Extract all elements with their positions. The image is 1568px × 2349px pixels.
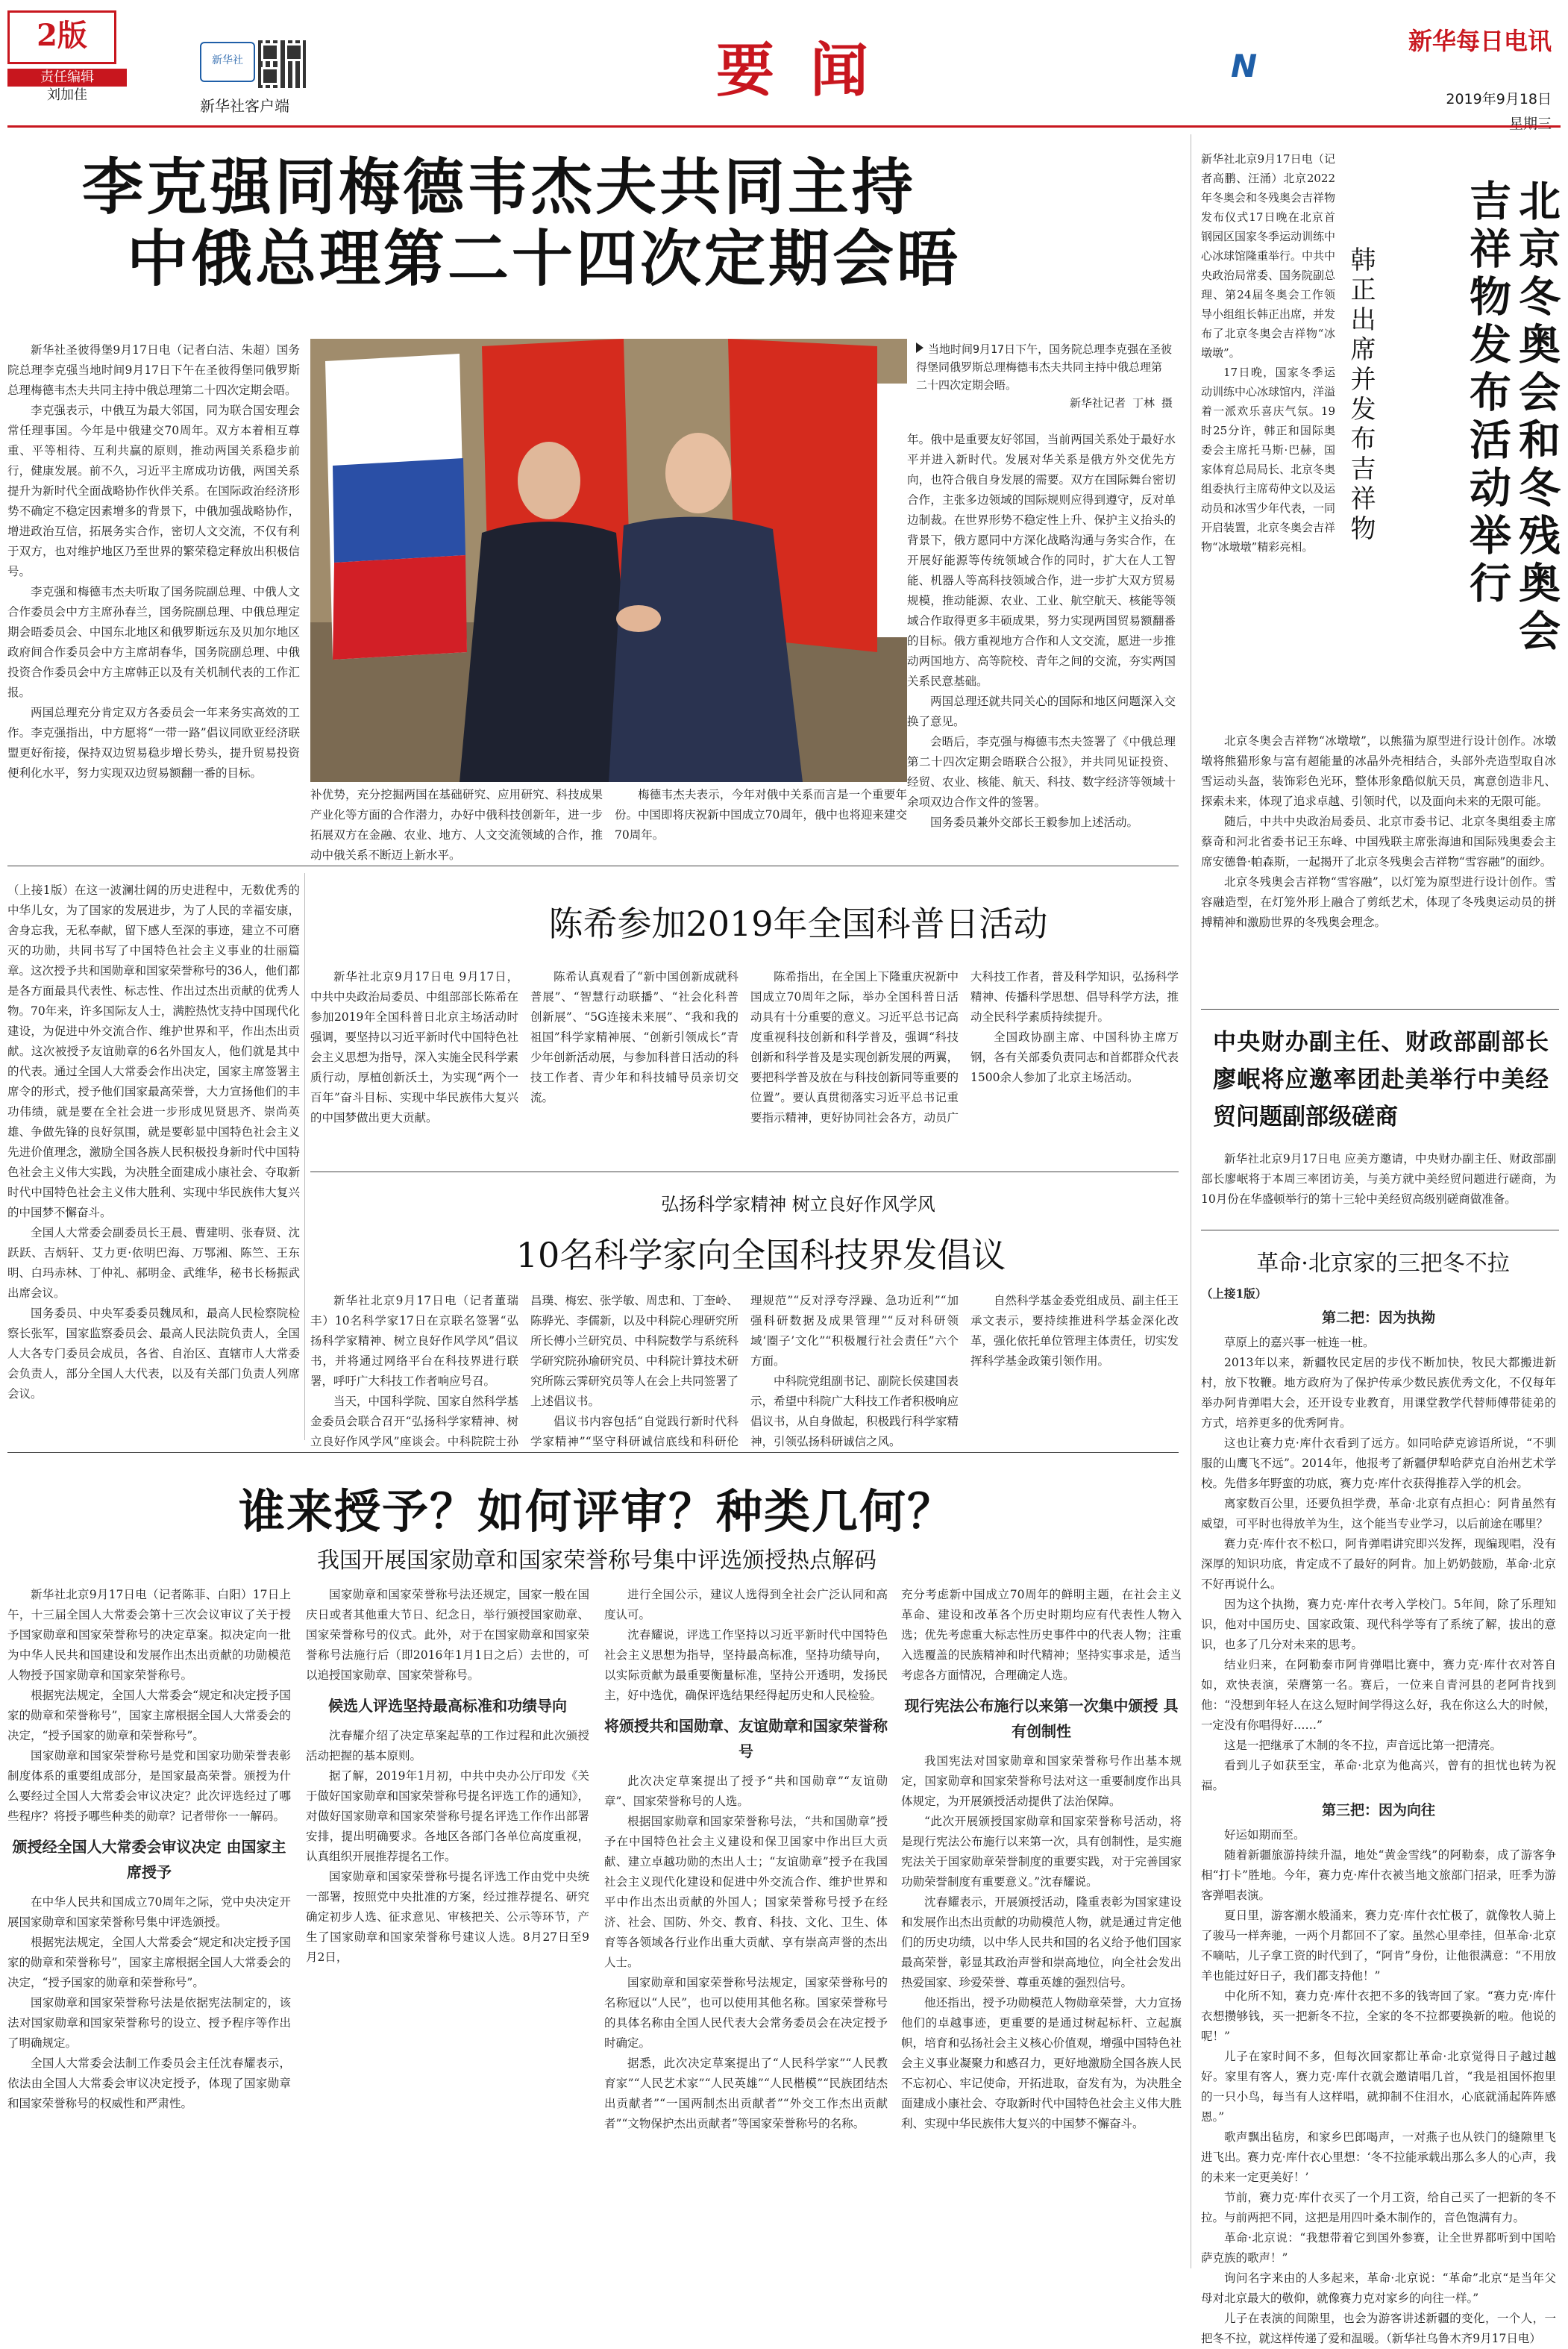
article7-c1-p5: 根据宪法规定，全国人大常委会“规定和决定授予国家的勋章和荣誉称号”，国家主席根据全国人大常委会的决定，“授予国家的勋章和荣誉称号”。 (7, 1936, 291, 1989)
article7-col3-head: 将颁授共和国勋章、友谊勋章和国家荣誉称号 (604, 1717, 888, 1760)
article1-col3 (907, 430, 1176, 833)
article5-p3: 倡议书内容包括“自觉践行新时代科学家精神”“坚守科研诚信底线和科研伦理规范”“反对浮夸浮躁、急功近利”“加强科研数据及成果管理”“反对科研领域‘圈子’文化”“积极履行社会责任”六个方面。 (530, 1294, 959, 1448)
article1-p10: 国务委员兼外交部长王毅参加上述活动。 (930, 816, 1139, 829)
article6-s2-p1: 草原上的嘉兴事一桩连一桩。 (1224, 1336, 1375, 1349)
article4-headline: 陈希参加2019年全国科普日活动 (548, 904, 1048, 944)
article5-headline: 10名科学家向全国科技界发倡议 (515, 1235, 1006, 1275)
article7-col1-head: 颁授经全国人大常委会审议决定 由国家主席授予 (12, 1838, 286, 1881)
brand-block (1395, 22, 1552, 133)
article7-col1 (7, 1585, 291, 2264)
xinhua-logo (200, 42, 255, 82)
article7-c1-p7: 全国人大常委会法制工作委员会主任沈春耀表示，依法由全国人大常委会审议决定授予，体现了国家勋章和国家荣誉称号的权威性和严肃性。 (7, 2056, 291, 2110)
article6-s3-p1: 好运如期而至。 (1224, 1828, 1305, 1842)
article1-p7: 年。俄中是重要友好邻国，当前两国关系处于最好水平并进入新时代。发展对华关系是俄方外交优先方向，也符合俄自身发展的需要。双方在国际舞台密切合作，主张多边领域的国际规则应得到遵守，反对单边制裁。在世界形势不稳定性上升、保护主义抬头的背景下，俄方愿同中方深化战略沟通与务实合作，在开展好能源等传统领域合作的同时，扩大在人工智能、机器人等高科技领域合作，进一步扩大双方贸易规模，推动能源、农业、工业、航空航天、核能等领域合作取得更多丰硕成果，努力实现两国贸易额翻番的目标。俄方重视地方合作和人文交流，愿进一步推动两国地方、高等院校、青年之间的交流，夯实两国关系民意基础。 (907, 433, 1176, 688)
article2-subhead: 韩正出席并发布吉祥物 (1346, 246, 1376, 545)
article1-p1: 新华社圣彼得堡9月17日电（记者白洁、朱超）国务院总理李克强当地时间9月17日下午在圣彼得堡同俄罗斯总理梅德韦杰夫共同主持中俄总理第二十四次定期会晤。 (7, 343, 300, 397)
article6-s3-p2: 随着新疆旅游持续升温，地处“黄金雪线”的阿勒泰，成了游客争相“打卡”胜地。今年，赛力克·库什衣被当地文旅部门招录，旺季为游客弹唱表演。 (1201, 1848, 1556, 1902)
editor-label: 责任编辑 (7, 69, 127, 87)
article6-s3-p6: 歌声飘出毡房，和家乡巴郎喝声，一对燕子也从铁门的缝隙里飞进飞出。赛力克·库什衣心里想：‘冬不拉能承载出那么多人的心声，我的未来一定更美好！’ (1201, 2130, 1556, 2184)
article7-c4-p2: 我国宪法对国家勋章和国家荣誉称号作出基本规定，国家勋章和国家荣誉称号法对这一重要制度作出具体规定，为开展颁授活动提供了法治保障。 (901, 1754, 1182, 1808)
article5-p4: 中科院党组副书记、副院长侯建国表示，希望中科院广大科技工作者积极响应倡议书，从自身做起，积极践行科学家精神，引领弘扬科研诚信之风。 (750, 1374, 959, 1448)
article8-p1 (7, 881, 300, 1223)
article4-p4: 全国政协副主席、中国科协主席万钢，各有关部委负责同志和首都群众代表1500余人参加了北京主场活动。 (970, 1030, 1179, 1084)
article1-photographer: 新华社记者 丁林 摄 (1069, 396, 1173, 410)
article7-col4-head: 现行宪法公布施行以来第一次集中颁授 具有创制性 (904, 1697, 1179, 1740)
article6-s3-p3: 夏日里，游客潮水般涌来，赛力克·库什衣忙极了，就像牧人骑上了骏马一样奔驰，一两个月都回不了家。虽然心里牵挂，但革命·北京不嘀咕，儿子拿工资的时代到了，“阿肯”身份，让他很满意：“不用放羊也能过好日子，我们都支持他！” (1201, 1909, 1556, 1983)
caption-icon (916, 343, 923, 353)
article6-s3-p10: 儿子在表演的间隙里，也会为游客讲述新疆的变化，一个人，一把冬不拉，就这样传递了爱和温暖。（新华社乌鲁木齐9月17日电） (1201, 2312, 1556, 2345)
header-rule (7, 125, 1561, 128)
article2-p1: 新华社北京9月17日电（记者高鹏、汪涌）北京2022年冬奥会和冬残奥会吉祥物发布仪式17日晚在北京首钢园区国家冬季运动训练中心冰球馆隆重举行。中共中央政治局常委、国务院副总理、第24届冬奥会工作领导小组组长韩正出席，并发布了北京冬奥会吉祥物“冰墩墩”。 (1201, 152, 1336, 360)
meeting-photo-illustration (310, 339, 907, 782)
article7-c4-p3: “此次开展颁授国家勋章和国家荣誉称号活动，将是现行宪法公布施行以来第一次，具有创制性，是实施宪法关于国家勋章荣誉制度的重要实践，对于完善国家功勋荣誉制度有重要意义。”沈春耀说。 (901, 1815, 1182, 1889)
article5-p2: 当天，中国科学院、国家自然科学基金委员会联合召开“弘扬科学家精神、树立良好作风学风”座谈会。中科院院士孙昌璞、梅宏、张学敏、周忠和、丁奎岭、陈骅光、李儒新，以及中科院心理研究所所长傅小兰研究员、中科院数学与系统科学研究院孙瑜研究员、中科院计算技术研究所陈云霁研究员等人在会上共同签署了上述倡议书。 (310, 1294, 739, 1448)
article7-c4-p1: 充分考虑新中国成立70周年的鲜明主题，在社会主义革命、建设和改革各个历史时期均应有代表性人物入选；优先考虑重大标志性历史事件中的代表人物；注重入选覆盖的民族精神和时代精神；坚持实事求是，适当考虑各方面情况，合理确定人选。 (901, 1588, 1182, 1682)
article7-c1-p2: 根据宪法规定，全国人大常委会“规定和决定授予国家的勋章和荣誉称号”，国家主席根据全国人大常委会的决定，“授予国家的勋章和荣誉称号”。 (7, 1689, 291, 1742)
article6-s2-p5: 赛力克·库什衣不松口，阿肯弹唱讲究即兴发挥，现编现唱，没有深厚的知识功底，肯定成不了最好的阿肯。加上奶奶鼓励，革命·北京不好再说什么。 (1201, 1537, 1556, 1591)
article3-headline: 中央财办副主任、财政部副部长廖岷将应邀率团赴美举行中美经贸问题副部级磋商 (1213, 1029, 1549, 1130)
article7-col2 (306, 1585, 589, 2264)
article6-s2-p6: 因为这个执拗，赛力克·库什衣考入学校门。5年间，除了乐理知识，他对中国历史、国家政策、现代科学等有了系统了解，拔出的意识，也多了几分对未来的思考。 (1201, 1598, 1556, 1651)
article1-p6: 梅德韦杰夫表示，今年对俄中关系而言是一个重要年份。中国即将庆祝新中国成立70周年，俄中也将迎来建交70周年。 (615, 788, 907, 842)
article1-col2 (310, 785, 907, 866)
article1-p2: 李克强表示，中俄互为最大邻国，同为联合国安理会常任理事国。今年是中俄建交70周年。双方本着相互尊重、平等相待、互利共赢的原则，推动两国关系稳步前行，健康发展。前不久，习近平主席成功访俄，两国关系提升为新时代全面战略协作伙伴关系。在国际政治经济形势不确定不稳定因素增多的背景下，中俄加强战略协作，增进政治互信，拓展务实合作，密切人文交流，不仅有利于双方，也对维护地区乃至世界的繁荣稳定释放出积极信号。 (7, 404, 300, 578)
article6-s3-p4: 中化所不知，赛力克·库什衣把不多的钱寄回了家。“赛力克·库什衣想攒够钱，买一把新冬不拉，全家的冬不拉都要换新的啦。他说的呢！” (1201, 1989, 1556, 2043)
article5-body (310, 1291, 1179, 1452)
article1-caption (916, 340, 1173, 412)
article7-c2-p4: 国家勋章和国家荣誉称号提名评选工作由党中央统一部署，按照党中央批准的方案，经过推荐提名、研究确定初步人选、征求意见、审核把关、公示等环节，产生了国家勋章和国家荣誉称号建议人选。8月27日至9月2日， (306, 1870, 589, 1964)
article6-body (1201, 1283, 1556, 2349)
article2-body-top (1201, 149, 1335, 557)
article7-headline: 谁来授予？如何评审？种类几何？ (238, 1484, 955, 1539)
article4-p2: 陈希认真观看了“新中国创新成就科普展”、“智慧行动联播”、“社会化科普创新展”、“5G连接未来展”、“我和我的祖国”科学家精神展、“创新引领成长”青少年创新活动展，与参加科普日活动的科技工作者、青少年和科技辅导员亲切交流。 (530, 970, 739, 1104)
article7-col2-head: 候选人评选坚持最高标准和功绩导向 (328, 1697, 567, 1715)
article6-s2-p2: 2013年以来，新疆牧民定居的步伐不断加快，牧民大都搬进新村，放下牧鞭。地方政府为了保护传承少数民族优秀文化，不仅每年举办阿肯弹唱大会，还开设专业教育，用课堂教学代替师傅带徒弟的方式，培养更多的优秀阿肯。 (1201, 1356, 1556, 1430)
article6-section3-title: 第三把：因为向往 (1321, 1802, 1435, 1818)
issue-weekday: 星期三 (1508, 116, 1552, 132)
app-label: 新华社客户端 (200, 97, 289, 115)
article1-photo (310, 339, 907, 782)
article1-headline-line2: 中俄总理第二十四次定期会晤 (127, 224, 962, 295)
article4-p1: 新华社北京9月17日电 9月17日，中共中央政治局委员、中组部部长陈希在参加2019年全国科普日北京主场活动时强调，要坚持以习近平新时代中国特色社会主义思想为指导，深入实施全民科学素质行动，厚植创新沃土，为实现“两个一百年”奋斗目标、实现中华民族伟大复兴的中国梦做出更大贡献。 (310, 970, 519, 1125)
article1-p8: 两国总理还就共同关心的国际和地区问题深入交换了意见。 (907, 695, 1176, 728)
article3-p1: 新华社北京9月17日电 应美方邀请，中央财办副主任、财政部副部长廖岷将于本周三率团访美，与美方就中美经贸问题进行磋商，为10月份在华盛顿举行的第十三轮中美经贸高级别磋商做准备。 (1201, 1152, 1556, 1206)
article1-col1 (7, 340, 300, 783)
article6-section2-title: 第二把：因为执拗 (1321, 1310, 1435, 1326)
article6-s3-p9: 询问名字来由的人多起来，革命·北京说：“革命”北京“是当年父母对北京最大的敬仰，就像赛力克对家乡的向往一样。” (1201, 2271, 1556, 2305)
page-number-badge (7, 10, 116, 64)
article8-p3: 国务委员、中央军委委员魏凤和，最高人民检察院检察长张军，国家监察委员会、最高人民法院负责人，全国人大各专门委员会成员，各省、自治区、直辖市人大常委会负责人，部分全国人大代表，以及有关部门负责人列席会议。 (7, 1307, 300, 1401)
article8-p1-text: 在这一波澜壮阔的历史进程中，无数优秀的中华儿女，为了国家的发展进步，为了人民的幸福安康，舍身忘我，无私奉献，留下感人至深的事迹，建立不可磨灭的功勋，共同书写了中国特色社会主义事业的壮丽篇章。这次授予共和国勋章和国家荣誉称号的36人，他们都是各方面最具代表性、标志性、作出过杰出贡献的优秀人物。70年来，许多国际友人士，满腔热忱支持中国现代化建设，为促进中外交流合作、维护世界和平，作出杰出贡献。这次被授予友谊勋章的6名外国友人，他们就是其中的代表。通过全国人大常委会作出决定，国家主席签署主席令的形式，授予他们国家最高荣誉，大力宣扬他们的丰功伟绩，就是要在全社会进一步形成见贤思齐、崇尚英雄、争做先锋的良好氛围，就是要彰显中国特色社会主义先进价值理念，激励全国各族人民积极投身新时代中国特色社会主义伟大实践，为决胜全面建成小康社会、夺取新时代中国特色社会主义伟大胜利、实现中华民族伟大复兴的中国梦不懈奋斗。 (7, 883, 300, 1219)
news-logo: N (1231, 48, 1258, 84)
article2-p3: 北京冬奥会吉祥物“冰墩墩”，以熊猫为原型进行设计创作。冰墩墩将熊猫形象与富有超能量的冰晶外壳相结合，头部外壳造型取自冰雪运动头盔，装饰彩色光环，整体形象酷似航天员，寓意创造非凡、探索未来，体现了追求卓越、引领时代，以及面向未来的无限可能。 (1201, 734, 1556, 808)
article7-c3-p4: 根据国家勋章和国家荣誉称号法，“共和国勋章”授予在中国特色社会主义建设和保卫国家中作出巨大贡献、建立卓越功勋的杰出人士；“友谊勋章”授予在我国社会主义现代化建设和促进中外交流合作、维护世界和平中作出杰出贡献的外国人；国家荣誉称号授予在经济、社会、国防、外交、教育、科技、文化、卫生、体育等各领域各行业作出重大贡献、享有崇高声誉的杰出人士。 (604, 1815, 888, 1969)
article7-subhead: 我国开展国家勋章和国家荣誉称号集中评选颁授热点解码 (317, 1548, 876, 1574)
article7-c1-p3: 国家勋章和国家荣誉称号是党和国家功勋荣誉表彰制度体系的重要组成部分，是国家最高荣誉。颁授为什么要经过全国人大常委会审议决定？此次评选经过了哪些程序？将授予哪些种类的勋章？记者带你一一解码。 (7, 1749, 291, 1823)
article4-body (310, 967, 1179, 1128)
article6-s2-p8: 这是一把继承了木制的冬不拉，声音远比第一把清亮。 (1224, 1739, 1502, 1752)
article7-top-rule (7, 1452, 1179, 1453)
article2-p5: 北京冬残奥会吉祥物“雪容融”，以灯笼为原型进行设计创作。雪容融造型，在灯笼外形上融合了剪纸艺术，体现了冬残奥运动员的拼搏精神和激励世界的冬残奥会理念。 (1201, 875, 1556, 929)
article1-p5: 补优势，充分挖掘两国在基础研究、应用研究、科技成果产业化等方面的合作潜力，办好中俄科技创新年，进一步拓展双方在金融、农业、地方、人文交流领域的合作，推动中俄关系不断迈上新水平。 (310, 788, 603, 862)
qr-code-icon[interactable] (258, 40, 306, 88)
article7-c3-p5: 国家勋章和国家荣誉称号法规定，国家荣誉称号的名称冠以“人民”，也可以使用其他名称。国家荣誉称号的具体名称由全国人民代表大会常务委员会在决定授予时确定。 (604, 1976, 888, 2050)
section-title: 要闻 (716, 37, 905, 104)
article6-continued: （上接1版） (1201, 1286, 1267, 1301)
article1-p4: 两国总理充分肯定双方各委员会一年来务实高效的工作。李克强指出，中方愿将“一带一路”倡议同欧亚经济联盟更好衔接，保持双边贸易稳步增长势头，提升贸易投资便利化水平，努力实现双边贸易额翻一番的目标。 (7, 706, 300, 780)
article7-c1-p4: 在中华人民共和国成立70周年之际，党中央决定开展国家勋章和国家荣誉称号集中评选颁授。 (7, 1895, 291, 1929)
article7-c4-p4: 沈春耀表示，开展颁授活动，隆重表彰为国家建设和发展作出杰出贡献的功勋模范人物，就是通过肯定他们的历史功绩，以中华人民共和国的名义给予他们国家最高荣誉，彰显其政治声誉和崇高地位，向全社会发出热爱国家、珍爱荣誉、尊重英雄的强烈信号。 (901, 1895, 1182, 1989)
brand-name: 新华每日电讯 (1408, 27, 1552, 55)
article6-s3-p5: 儿子在家时间不多，但每次回家都让革命·北京觉得日子越过越好。家里有客人，赛力克·库什衣就会邀请唱几首，“我是祖国怀抱里的一只小鸟，每当有人这样唱，就抑制不住泪水，心底就涌起阵阵感恩。” (1201, 2050, 1556, 2124)
article8-body (7, 881, 300, 1404)
article1-p9: 会晤后，李克强与梅德韦杰夫签署了《中俄总理第二十四次定期会晤联合公报》，并共同见证投资、经贸、农业、核能、航天、科技、数字经济等领域十余项双边合作文件的签署。 (907, 735, 1176, 809)
article7-col4 (901, 1585, 1182, 2264)
article5-p5: 自然科学基金委党组成员、副主任王承文表示，要持续推进科学基金深化改革，强化依托单位管理主体责任，切实发挥科学基金政策引领作用。 (970, 1294, 1179, 1368)
article6-title: 革命·北京家的三把冬不拉 (1256, 1251, 1510, 1277)
article7-c2-p2: 沈春耀介绍了决定草案起草的工作过程和此次颁授活动把握的基本原则。 (306, 1729, 589, 1762)
article4-p3: 陈希指出，在全国上下隆重庆祝新中国成立70周年之际，举办全国科普日活动具有十分重要的意义。习近平总书记高度重视科技创新和科学普及，强调“科技创新和科学普及是实现创新发展的两翼，要把科学普及放在与科技创新同等重要的位置”。要认真贯彻落实习近平总书记重要指示精神，更好协同社会各方，动员广大科技工作者，普及科学知识，弘扬科学精神、传播科学思想、倡导科学方法，推动全民科学素质持续提升。 (750, 970, 1179, 1125)
article8-p2: 全国人大常委会副委员长王晨、曹建明、张春贤、沈跃跃、吉炳轩、艾力更·依明巴海、万鄂湘、陈竺、王东明、白玛赤林、丁仲礼、郝明金、武维华，秘书长杨振武出席会议。 (7, 1226, 300, 1300)
article6-s3-p8: 革命·北京说：“我想带着它到国外参赛，让全世界都听到中国哈萨克族的歌声！” (1201, 2231, 1556, 2265)
article8-continued: （上接1版） (7, 883, 75, 897)
article7-c3-p3: 此次决定草案提出了授予“共和国勋章”“友谊勋章”、国家荣誉称号的人选。 (604, 1774, 888, 1808)
article6-s2-p9: 看到儿子如获至宝，革命·北京为他高兴，曾有的担忧也转为祝福。 (1201, 1759, 1556, 1792)
article7-c4-p5: 他还指出，授予功勋模范人物勋章荣誉，大力宣扬他们的卓越事迹，更重要的是通过树起标杆、立起旗帜，培育和弘扬社会主义核心价值观，增强中国特色社会主义事业凝聚力和感召力，更好地激励全国各族人民不忘初心、牢记使命，开拓进取，奋发有为，为决胜全面建成小康社会、夺取新时代中国特色社会主义伟大胜利、实现中华民族伟大复兴的中国梦不懈奋斗。 (901, 1996, 1182, 2130)
article6-s2-p4: 离家数百公里，还要负担学费，革命·北京有点担心：阿肯虽然有威望，可平时也得放羊为生，这个能当专业学习，以后前途在哪里？ (1201, 1497, 1556, 1530)
article6-s2-p3: 这也让赛力克·库什衣看到了远方。如同哈萨克谚语所说，“不驯服的山鹰飞不远”。2014年，他报考了新疆伊犁哈萨克自治州艺术学校。先借多年野蛮的功底，赛力克·库什衣获得推荐入学的机会。 (1201, 1436, 1556, 1490)
issue-date: 2019年9月18日 (1446, 91, 1552, 107)
editor-name: 刘加佳 (47, 87, 87, 103)
article6-s3-p7: 节前，赛力克·库什衣买了一个月工资，给自己买了一把新的冬不拉。与前两把不同，这把是用四叶桑木制作的，音色饱满有力。 (1201, 2191, 1556, 2224)
article7-c2-p3: 据了解，2019年1月初，中共中央办公厅印发《关于做好国家勋章和国家荣誉称号提名评选工作的通知》，对做好国家勋章和国家荣誉称号提名评选工作作出部署安排，提出明确要求。各地区各部门各单位高度重视，认真组织开展推荐提名工作。 (306, 1769, 589, 1863)
article1-headline-line1: 李克强同梅德韦杰夫共同主持 (82, 152, 917, 223)
page-number: 2版 (37, 18, 87, 53)
xinhua-logo-text: 新华社 (212, 54, 243, 66)
article2-p4: 随后，中共中央政治局委员、北京市委书记、北京冬奥组委主席蔡奇和河北省委书记王东峰、中国残联主席张海迪和国际残奥委会主席安德鲁·帕森斯，一起揭开了北京冬残奥会吉祥物“雪容融”的面纱。 (1201, 815, 1556, 869)
article2-headline: 北京冬奥会和冬残奥会吉祥物发布活动举行 (1463, 179, 1561, 657)
editor-info (7, 69, 127, 104)
article7-c3-p2: 沈春耀说，评选工作坚持以习近平新时代中国特色社会主义思想为指导，坚持最高标准，坚持功绩导向，以实际贡献为最重要衡量标准，坚持公开透明，发扬民主，好中选优，确保评选结果经得起历史和人民检验。 (604, 1628, 888, 1702)
article1-headline (82, 152, 1156, 295)
left-column-divider (304, 873, 305, 1440)
article6-s2-p7: 结业归来，在阿勒泰市阿肯弹唱比赛中，赛力克·库什衣对答自如，欢快表演，荣膺第一名。赛后，一位来自青河县的老阿肯找到他：“没想到年轻人在这么短时间学得这么好，我在你这么大的时候，一定没有你唱得好……” (1201, 1658, 1556, 1732)
article7-col3 (604, 1585, 888, 2264)
article2-p2: 17日晚，国家冬季运动训练中心冰球馆内，洋溢着一派欢乐喜庆气氛。19时25分许，韩正和国际奥委会主席托马斯·巴赫，国家体育总局局长、北京冬奥组委执行主席苟仲文以及运动员和冰雪少年代表，一同开启装置，北京冬奥会吉祥物“冰墩墩”精彩亮相。 (1201, 366, 1336, 554)
article7-c3-p6: 据悉，此次决定草案提出了“人民科学家”“人民教育家”“人民艺术家”“人民英雄”“人民楷模”“民族团结杰出贡献者”“一国两制杰出贡献者”“外交工作杰出贡献者”“文物保护杰出贡献者”等国家荣誉称号的名称。 (604, 2056, 888, 2130)
article7-c1-p6: 国家勋章和国家荣誉称号法是依据宪法制定的，该法对国家勋章和国家荣誉称号的设立、授予程序等作出了明确规定。 (7, 1996, 291, 2050)
article2-body-bottom (1201, 731, 1556, 933)
article1-p3: 李克强和梅德韦杰夫听取了国务院副总理、中俄人文合作委员会中方主席孙春兰，国务院副总理、中俄总理定期会晤委员会、中国东北地区和俄罗斯远东及贝加尔地区政府间合作委员会中方主席胡春华，国务院副总理、中俄投资合作委员会中方主席韩正以及有关机制代表的工作汇报。 (7, 585, 300, 699)
article2-bottom-rule (1201, 1009, 1559, 1010)
article7-c1-p1: 新华社北京9月17日电（记者陈菲、白阳）17日上午，十三届全国人大常委会第十三次会议审议了关于授予国家勋章和国家荣誉称号的决定草案。拟决定向一批为中华人民共和国建设和发展作出杰出贡献的功勋模范人物授予国家勋章和国家荣誉称号。 (7, 1588, 291, 1682)
article1-caption-text: 当地时间9月17日下午，国务院总理李克强在圣彼得堡同俄罗斯总理梅德韦杰夫共同主持中俄总理第二十四次定期会晤。 (916, 343, 1173, 392)
article5-p1: 新华社北京9月17日电（记者董瑞丰）10名科学家17日在京联名签署“弘扬科学家精神、树立良好作风学风”倡议书，并将通过网络平台在科技界进行联署，呼吁广大科技工作者响应号召。 (310, 1294, 518, 1388)
article5-kicker: 弘扬科学家精神 树立良好作风学风 (661, 1194, 935, 1215)
article7-c3-p1: 进行全国公示，建议人选得到全社会广泛认同和高度认可。 (604, 1588, 888, 1621)
article7-c2-p1: 国家勋章和国家荣誉称号法还规定，国家一般在国庆日或者其他重大节日、纪念日，举行颁授国家勋章、国家荣誉称号的仪式。此外，对于在国家勋章和国家荣誉称号法施行后（即2016年1月1日之后）去世的，可以追授国家勋章、国家荣誉称号。 (306, 1588, 589, 1682)
article3-body (1201, 1149, 1556, 1210)
